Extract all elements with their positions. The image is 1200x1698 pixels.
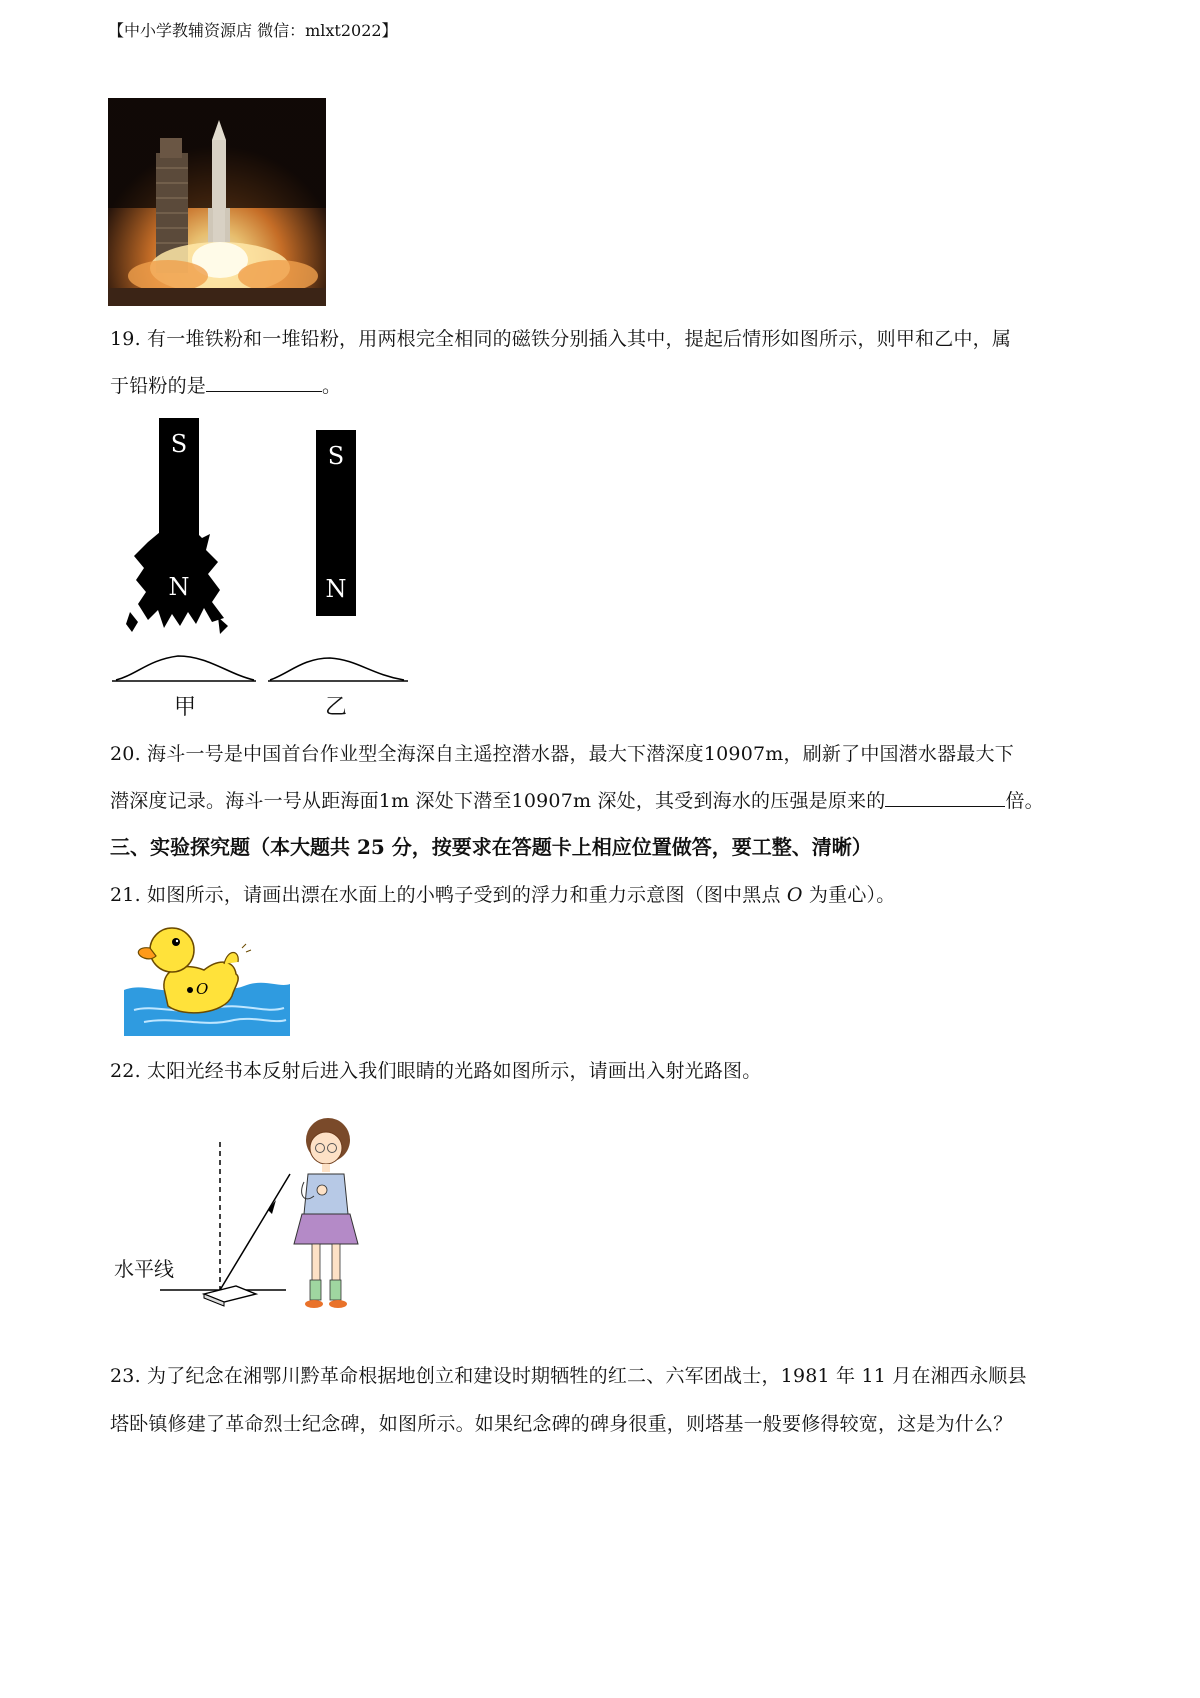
q23-line2: 塔卧镇修建了革命烈士纪念碑，如图所示。如果纪念碑的碑身很重，则塔基一般要修得较宽，这是为什么？ (110, 1413, 1013, 1435)
magnet-jia-n-pole: N (168, 573, 190, 601)
label-jia: 甲 (173, 695, 197, 720)
center-of-gravity-dot (187, 987, 193, 993)
girl-figure (294, 1118, 358, 1308)
duck-point-label: O (196, 980, 209, 998)
reflection-figure (108, 1104, 368, 1336)
magnet-jia-s-pole: S (170, 430, 188, 458)
duck-figure (124, 918, 290, 1036)
q21-text-start: 21. 如图所示，请画出漂在水面上的小鸭子受到的浮力和重力示意图（图中黑点 (110, 884, 787, 906)
magnet-yi-n-pole: N (325, 575, 347, 603)
q20-line2 (110, 786, 1044, 813)
q21-text-end: 为重心）。 (802, 884, 896, 906)
q19-line2-end: 。 (322, 375, 342, 397)
section-3-title: 三、实验探究题（本大题共 25 分，按要求在答题卡上相应位置做答，要工整、清晰） (110, 835, 872, 859)
q21-point-o: O (786, 884, 803, 906)
q19-line1: 19. 有一堆铁粉和一堆铅粉，用两根完全相同的磁铁分别插入其中，提起后情形如图所示，则甲和乙中，属 (110, 328, 1012, 350)
powder-pile-yi (270, 658, 404, 680)
rocket-launch-photo (108, 98, 326, 306)
reflected-ray (220, 1174, 290, 1290)
q20-line2-end: 倍。 (1005, 790, 1044, 812)
q21-text (110, 880, 895, 907)
q20-line2-text: 潜深度记录。海斗一号从距海面1m 深处下潜至10907m 深处，其受到海水的压强是原来的 (110, 790, 886, 812)
label-yi: 乙 (324, 695, 348, 720)
q20-line1: 20. 海斗一号是中国首台作业型全海深自主遥控潜水器，最大下潜深度10907m，刷新了中国潜水器最大下 (110, 743, 1014, 765)
q20-answer-blank (885, 788, 1005, 807)
q19-answer-blank (206, 373, 322, 392)
q23-line1: 23. 为了纪念在湘鄂川黔革命根据地创立和建设时期牺牲的红二、六军团战士，1981 年 11 月在湘西永顺县 (110, 1365, 1027, 1387)
q22-text: 22. 太阳光经书本反射后进入我们眼睛的光路如图所示，请画出入射光路图。 (110, 1060, 762, 1082)
horizon-label: 水平线 (114, 1257, 174, 1281)
magnet-yi-s-pole: S (327, 442, 345, 470)
q19-line2 (110, 371, 341, 398)
magnets-figure (108, 412, 418, 727)
page-header: 【中小学教辅资源店 微信：mlxt2022】 (108, 21, 398, 40)
powder-pile-jia (116, 656, 254, 680)
q19-line2-text: 于铅粉的是 (110, 375, 207, 397)
